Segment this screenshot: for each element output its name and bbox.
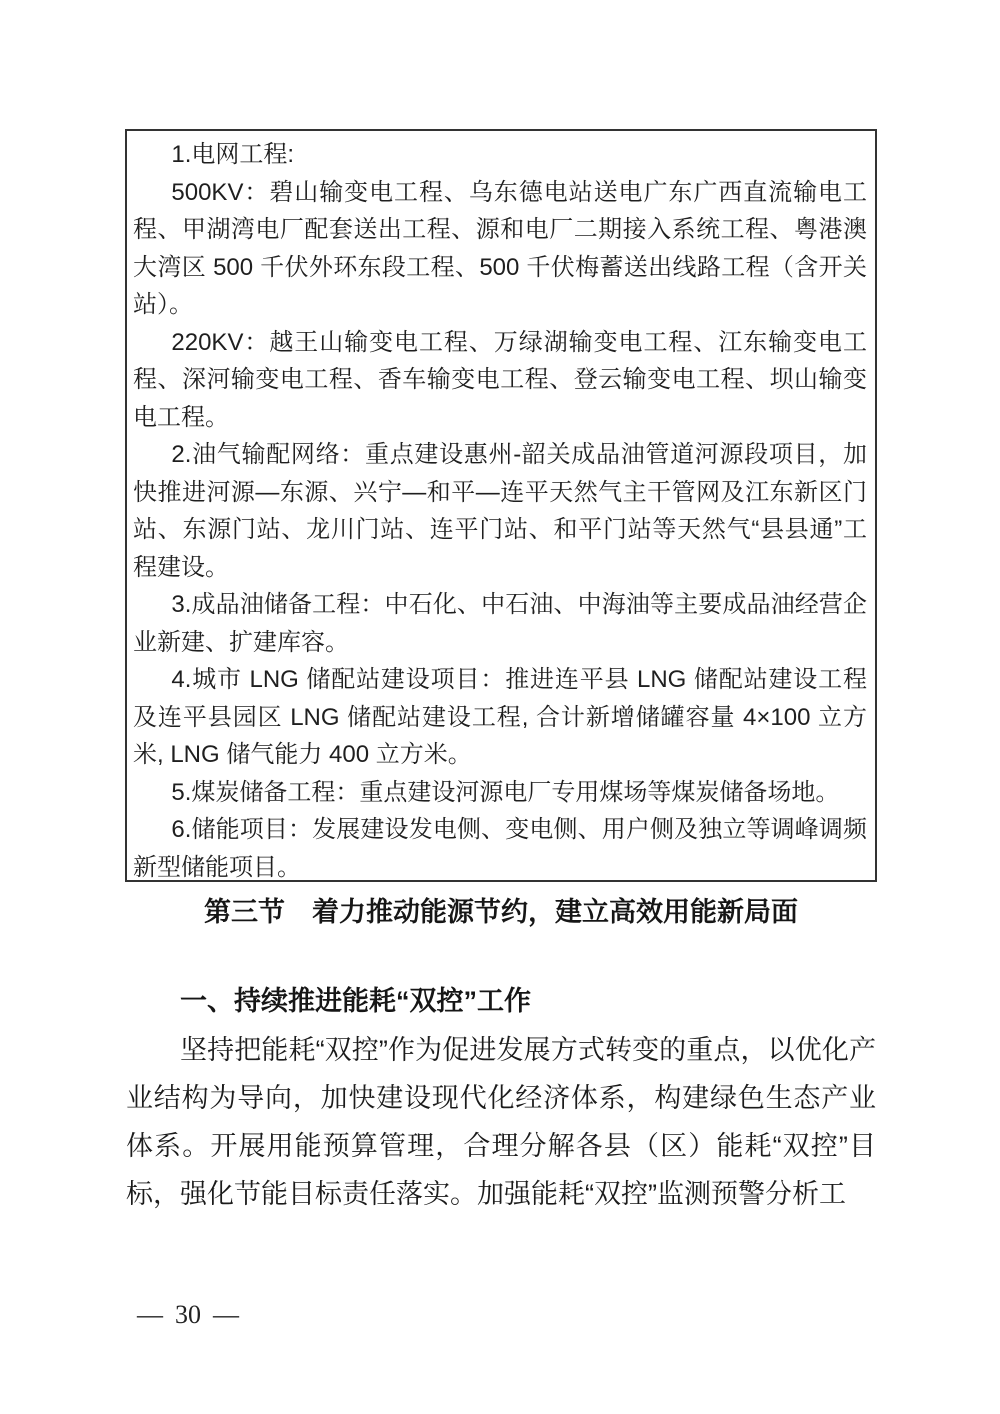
footer-dash-left: — (137, 1300, 163, 1329)
section-heading: 第三节 着力推动能源节约，建立高效用能新局面 (204, 897, 798, 927)
item-oil-gas-network: 2.油气输配网络：重点建设惠州-韶关成品油管道河源段项目，加快推进河源—东源、兴宁—和平—连平天然气主干管网及江东新区门站、东源门站、龙川门站、连平门站、和平门站等天然气“县县通”工程建设。 (133, 441, 867, 581)
page-footer (137, 1300, 239, 1330)
project-list-box (125, 129, 877, 882)
item-energy-storage: 6.储能项目：发展建设发电侧、变电侧、用户侧及独立等调峰调频新型储能项目。 (133, 816, 867, 881)
item-grid-projects-title: 1.电网工程: (171, 141, 295, 168)
item-220kv-projects: 220KV：越王山输变电工程、万绿湖输变电工程、江东输变电工程、深河输变电工程、香车输变电工程、登云输变电工程、坝山输变电工程。 (133, 328, 867, 431)
footer-dash-right: — (213, 1300, 239, 1329)
item-lng-stations: 4.城市 LNG 储配站建设项目：推进连平县 LNG 储配站建设工程及连平县园区 LNG 储配站建设工程, 合计新增储罐容量 4×100 立方米, LNG 储气能力 400 立方米。 (133, 666, 867, 768)
page-number: 30 (175, 1300, 201, 1329)
body-paragraph: 坚持把能耗“双控”作为促进发展方式转变的重点，以优化产业结构为导向，加快建设现代化经济体系，构建绿色生态产业体系。开展用能预算管理，合理分解各县（区）能耗“双控”目标，强化节能目标责任落实。加强能耗“双控”监测预警分析工 (126, 1035, 876, 1209)
item-500kv-projects: 500KV：碧山输变电工程、乌东德电站送电广东广西直流输电工程、甲湖湾电厂配套送出工程、源和电厂二期接入系统工程、粤港澳大湾区 500 千伏外环东段工程、500 千伏梅蓄送出线路工程（含开关站）。 (133, 178, 867, 318)
item-refined-oil-reserve: 3.成品油储备工程：中石化、中石油、中海油等主要成品油经营企业新建、扩建库容。 (133, 591, 867, 656)
item-coal-reserve: 5.煤炭储备工程：重点建设河源电厂专用煤场等煤炭储备场地。 (171, 778, 840, 806)
subsection-heading: 一、持续推进能耗“双控”工作 (180, 986, 531, 1016)
